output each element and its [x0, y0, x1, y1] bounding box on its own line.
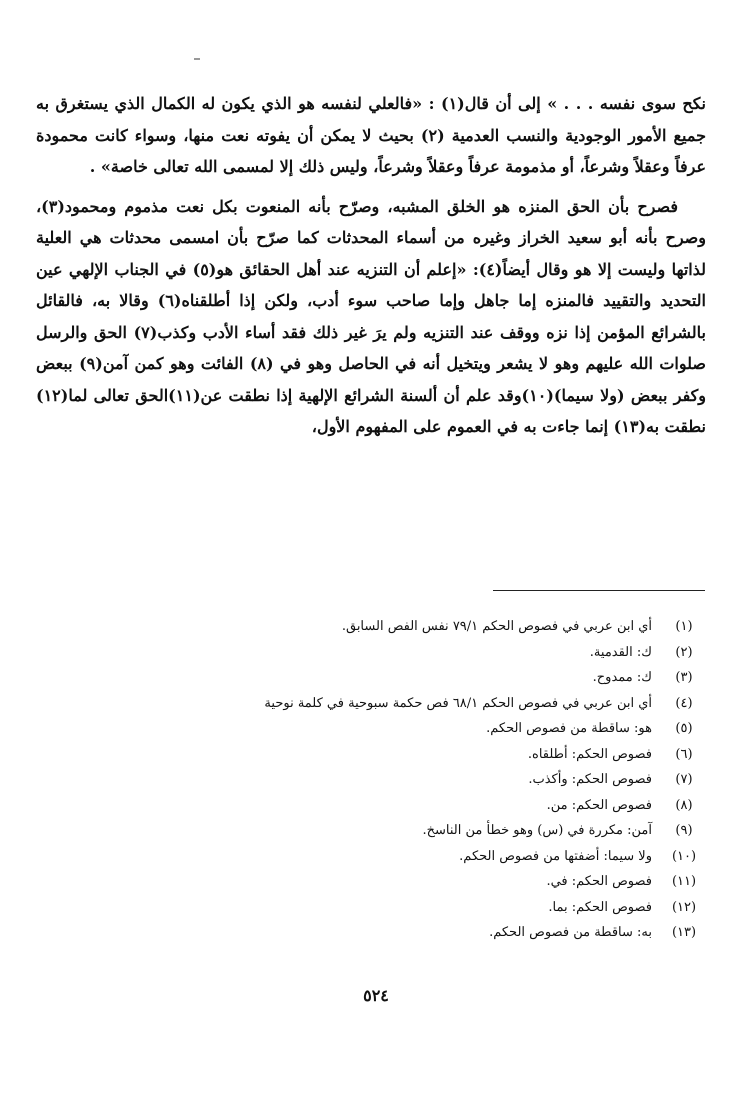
footnote-text: فصوص الحكم: في. [546, 874, 652, 889]
footnote-number: (١) [675, 619, 693, 634]
footnote-text: فصوص الحكم: من. [546, 797, 652, 813]
footnote [52, 742, 693, 768]
footnote-number: (١١) [671, 874, 697, 889]
footnote [52, 665, 693, 691]
footnote-text: به: ساقطة من فصوص الحكم. [489, 925, 652, 940]
footnote-number: (٤) [675, 695, 693, 711]
footnote-text: فصوص الحكم: بما. [548, 899, 652, 915]
footnote-number: (٦) [675, 746, 693, 762]
footnote [52, 716, 693, 742]
footnote-text: آمن: مكررة في (س) وهو خطأ من الناسخ. [422, 823, 652, 838]
footnote-text: فصوص الحكم: وأكذب. [528, 772, 652, 787]
footnote-text: هو: ساقطة من فصوص الحكم. [486, 721, 652, 736]
footnote-number: (١٣) [671, 925, 697, 940]
footnote [52, 844, 697, 870]
footnote-number: (١٢) [671, 899, 697, 915]
footnote-number: (١٠) [671, 848, 697, 864]
footnote [52, 818, 693, 844]
footnote-text: ولا سيما: أضفتها من فصوص الحكم. [459, 848, 652, 864]
footnote [52, 895, 697, 921]
footnote [52, 920, 697, 946]
footnote-number: (٥) [675, 721, 693, 736]
footnote-number: (٧) [675, 772, 693, 787]
footnote [52, 640, 693, 666]
footnote-number: (٣) [675, 670, 693, 685]
footnote-text: ك: ممدوح. [592, 670, 652, 685]
footnote-text: أي ابن عربي في فصوص الحكم ٧٩/١ نفس الفص السابق. [341, 619, 652, 634]
footnote [52, 691, 693, 717]
footnote-separator [493, 590, 705, 591]
footnote [52, 614, 693, 640]
footnote [52, 793, 693, 819]
scan-mark [194, 58, 200, 60]
footnote [52, 767, 693, 793]
footnote [52, 869, 697, 895]
footnote-text: ك: القدمية. [589, 644, 652, 660]
footnote-text: فصوص الحكم: أطلقاه. [527, 746, 652, 762]
paragraph-2: فصرح بأن الحق المنزه هو الخلق المشبه، وصرّح بأنه المنعوت بكل نعت مذموم ومحمود(٣)، وصرح بأنه أبو سعيد الخراز وغيره من أسماء المحدثات كما صرّح بأن امسمى محدثات هي العلية لذاتها وليست إلا هو وقال أيضاً(٤): «إعلم أن التنزيه عند أهل الحقائق هو(٥) في الجناب الإلهي عين التحديد والتقييد فالمنزه إما جاهل وإما صاحب سوء أدب، ولكن إذا أطلقناه(٦) وقالا به، فالقائل بالشرائع المؤمن إذا نزه ووقف عند التنزيه ولم يرَ غير ذلك فقد أساء الأدب وكذب(٧) الحق والرسل صلوات الله عليهم وهو لا يشعر ويتخيل أنه في الحاصل وهو في (٨) الفائت وهو كمن آمن(٩) ببعض وكفر ببعض (ولا سيما)(١٠)وقد علم أن ألسنة الشرائع الإلهية إذا نطقت عن(١١)الحق تعالى لما(١٢) نطقت به(١٣) إنما جاءت به في العموم على المفهوم الأول، [36, 196, 707, 436]
footnote-number: (٢) [675, 644, 693, 660]
page-number: ٥٢٤ [363, 986, 389, 1005]
footnote-text: أي ابن عربي في فصوص الحكم ٦٨/١ فص حكمة سبوحية في كلمة نوحية [264, 695, 652, 711]
footnote-number: (٩) [675, 823, 693, 838]
footnotes-list [52, 614, 697, 946]
main-text [36, 88, 706, 443]
paragraph-1: نكح سوى نفسه . . . » إلى أن قال(١) : «فالعلي لنفسه هو الذي يكون له الكمال الذي يستغرق به جميع الأمور الوجودية والنسب العدمية (٢) بحيث لا يمكن أن يفوته نعت منها، وسواء كانت محمودة عرفاً وعقلاً وشرعاً، أو مذمومة عرفاً وعقلاً وشرعاً، وليس ذلك إلا لمسمى الله تعالى خاصة» . [36, 94, 707, 176]
footnote-number: (٨) [675, 797, 693, 813]
